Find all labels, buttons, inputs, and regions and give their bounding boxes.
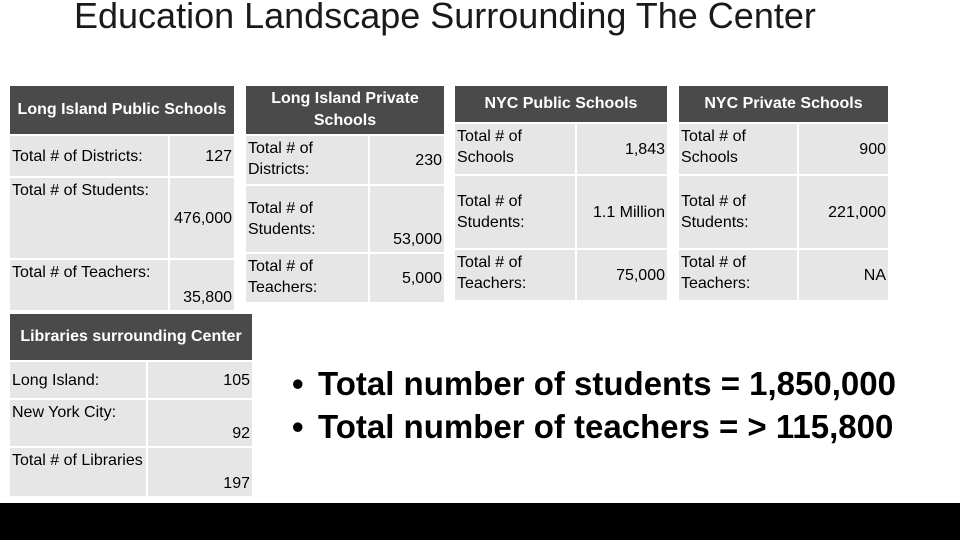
bottom-black-bar <box>0 503 960 540</box>
row-value: 1,843 <box>577 124 667 174</box>
bullet-text: Total number of teachers = > 115,800 <box>318 408 894 445</box>
row-label: Total # of Districts: <box>246 136 368 184</box>
row-label: Total # of Students: <box>455 176 575 248</box>
row-label: Total # of Teachers: <box>246 254 368 302</box>
nyc-private-schools-table <box>677 84 890 302</box>
row-label: Total # of Teachers: <box>10 260 168 310</box>
row-label: Total # of Districts: <box>10 136 168 176</box>
row-label: Long Island: <box>10 362 146 398</box>
row-label: Total # of Students: <box>679 176 797 248</box>
row-value: 230 <box>370 136 444 184</box>
row-value: 900 <box>799 124 888 174</box>
row-value: 75,000 <box>577 250 667 300</box>
li-private-schools-table <box>244 84 446 304</box>
table-header: NYC Private Schools <box>679 86 888 122</box>
libraries-table <box>8 312 254 498</box>
table-header: Long Island Public Schools <box>10 86 234 134</box>
table-header: Libraries surrounding Center <box>10 314 252 360</box>
summary-bullets <box>292 362 932 448</box>
row-value: 35,800 <box>170 260 234 310</box>
bullet-item <box>292 405 932 448</box>
row-value: 53,000 <box>370 186 444 252</box>
li-public-schools-table <box>8 84 236 312</box>
row-value: 127 <box>170 136 234 176</box>
page-title: Education Landscape Surrounding The Center <box>74 0 816 36</box>
table-header: NYC Public Schools <box>455 86 667 122</box>
bullet-marker: • <box>292 365 304 402</box>
row-label: Total # of Teachers: <box>679 250 797 300</box>
row-label: Total # of Students: <box>246 186 368 252</box>
row-value: 105 <box>148 362 252 398</box>
bullet-item <box>292 362 932 405</box>
row-value: 476,000 <box>170 178 234 258</box>
row-value: 5,000 <box>370 254 444 302</box>
row-value: 1.1 Million <box>577 176 667 248</box>
bullet-text: Total number of students = 1,850,000 <box>318 365 896 402</box>
row-value: 92 <box>148 400 252 446</box>
table-header: Long Island Private Schools <box>246 86 444 134</box>
row-label: Total # of Libraries <box>10 448 146 496</box>
row-label: Total # of Teachers: <box>455 250 575 300</box>
row-label: Total # of Students: <box>10 178 168 258</box>
nyc-public-schools-table <box>453 84 669 302</box>
row-value: 221,000 <box>799 176 888 248</box>
row-value: NA <box>799 250 888 300</box>
row-label: Total # of Schools <box>455 124 575 174</box>
row-label: New York City: <box>10 400 146 446</box>
bullet-marker: • <box>292 408 304 445</box>
row-value: 197 <box>148 448 252 496</box>
row-label: Total # of Schools <box>679 124 797 174</box>
